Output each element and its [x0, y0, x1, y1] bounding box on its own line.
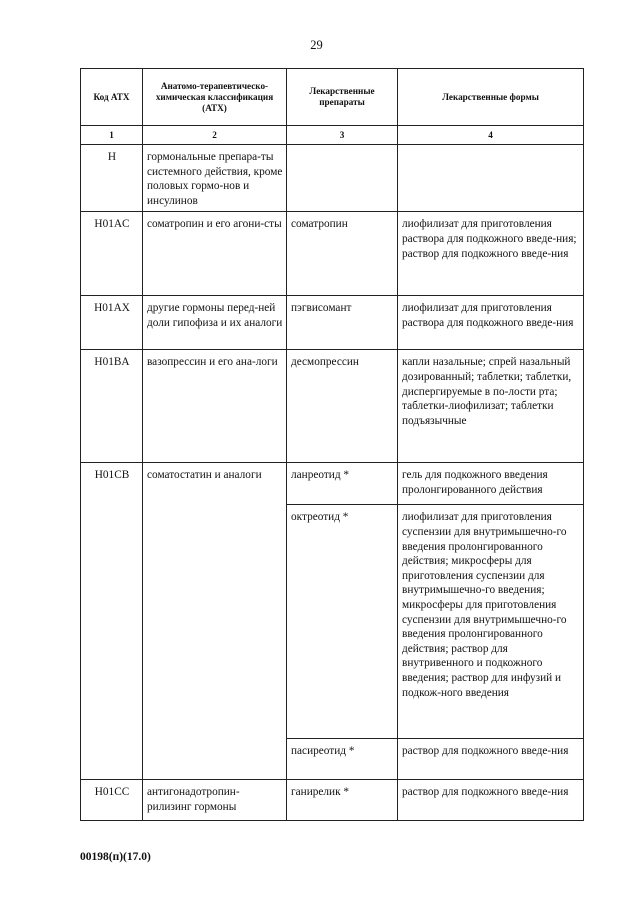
drug-name: октреотид * [287, 505, 398, 739]
header-classification: Анатомо-терапевтическо-химическая классификация (АТХ) [143, 69, 287, 126]
atx-code: H01AC [81, 212, 143, 296]
atx-classification: другие гормоны перед-ней доли гипофиза и их аналоги [143, 296, 287, 350]
atx-code: H01CC [81, 780, 143, 821]
dosage-forms: лиофилизат для приготовления суспензии для внутримышечно-го введения пролонгированного действия; микросферы для приготовления суспензии для внутримышечно-го введения; микросферы для приготовления суспензии для внутримышечно-го введения пролонгированного действия; раствор для внутривенного и подкожного введения; раствор для инфузий и подкож-ного введения [398, 505, 584, 739]
column-number: 2 [143, 126, 287, 145]
atx-classification: антигонадотропин-рилизинг гормоны [143, 780, 287, 821]
table-row [81, 350, 584, 463]
atx-code: H01CB [81, 463, 143, 780]
table-row [81, 212, 584, 296]
atx-classification: соматропин и его агони-сты [143, 212, 287, 296]
dosage-forms: гель для подкожного введения пролонгированного действия [398, 463, 584, 505]
dosage-forms: лиофилизат для приготовления раствора для подкожного введе-ния; раствор для подкожного введе-ния [398, 212, 584, 296]
column-number: 4 [398, 126, 584, 145]
dosage-forms: лиофилизат для приготовления раствора для подкожного введе-ния [398, 296, 584, 350]
header-forms: Лекарственные формы [398, 69, 584, 126]
atx-code: H [81, 145, 143, 212]
drug-name: пэгвисомант [287, 296, 398, 350]
atx-code: H01BA [81, 350, 143, 463]
atx-code: H01AX [81, 296, 143, 350]
drug-name [287, 145, 398, 212]
table-row [81, 296, 584, 350]
dosage-forms [398, 145, 584, 212]
drug-name: соматропин [287, 212, 398, 296]
dosage-forms: раствор для подкожного введе-ния [398, 739, 584, 780]
table-row [81, 145, 584, 212]
header-row [81, 69, 584, 126]
dosage-forms: раствор для подкожного введе-ния [398, 780, 584, 821]
drug-name: десмопрессин [287, 350, 398, 463]
header-drugs: Лекарственные препараты [287, 69, 398, 126]
atx-classification: вазопрессин и его ана-логи [143, 350, 287, 463]
column-number: 3 [287, 126, 398, 145]
table-row [81, 780, 584, 821]
atx-classification: соматостатин и аналоги [143, 463, 287, 780]
atx-table [80, 68, 584, 821]
table-row [81, 463, 584, 505]
column-number-row [81, 126, 584, 145]
dosage-forms: капли назальные; спрей назальный дозированный; таблетки; таблетки, диспергируемые в по-лости рта; таблетки-лиофилизат; таблетки подъязычные [398, 350, 584, 463]
drug-name: ганирелик * [287, 780, 398, 821]
column-number: 1 [81, 126, 143, 145]
header-code: Код АТХ [81, 69, 143, 126]
drug-name: пасиреотид * [287, 739, 398, 780]
page-number: 29 [310, 38, 323, 52]
drug-name: ланреотид * [287, 463, 398, 505]
document-code: 00198(п)(17.0) [80, 851, 151, 863]
atx-classification: гормональные препара-ты системного действия, кроме половых гормо-нов и инсулинов [143, 145, 287, 212]
